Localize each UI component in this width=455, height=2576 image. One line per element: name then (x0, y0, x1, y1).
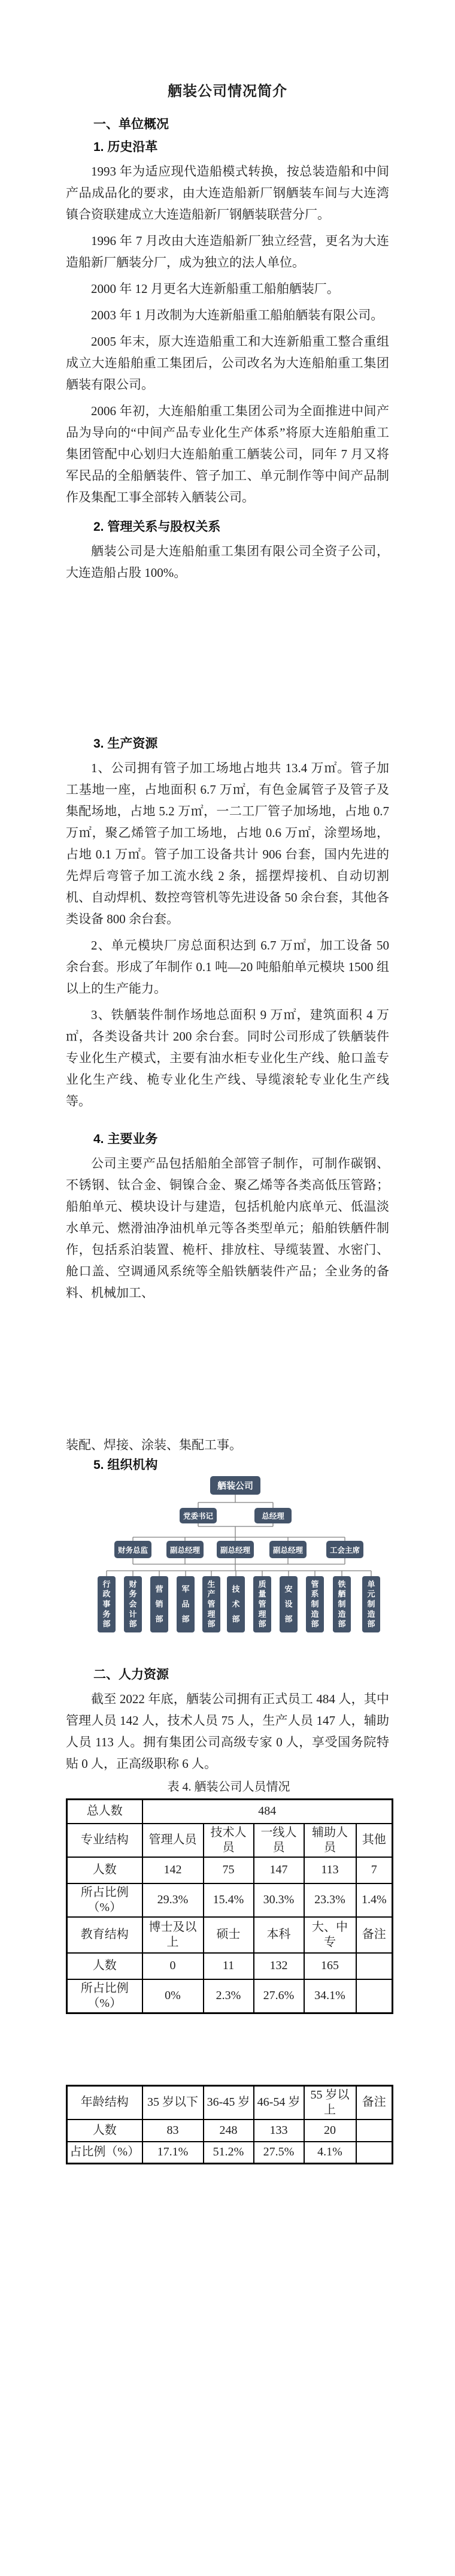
paragraph-history-6: 2006 年初，大连船舶重工集团公司为全面推进中间产品为导向的“中间产品专业化生产体系”将原大连船舶重工集团管配中心划归大连船舶重工舾装公司，同年 7 月又将军民品的全船舾装件、管子加工、单元制作等中间产品制作及集配工事全部转入舾装公司。 (66, 404, 389, 504)
table-cell: 备注 (356, 1917, 393, 1953)
table-row (67, 1857, 393, 1883)
paragraph-production-3: 3、铁舾装件制作场地总面积 9 万㎡，建筑面积 4 万㎡，各类设备共计 200 余台套。同时公司形成了铁舾装件专业化生产模式，主要有油水柜专业化生产线、舱口盖专业化生产线、桅专业化生产线、导缆滚轮专业化生产线等。 (66, 1008, 389, 1108)
table-cell: 大、中专 (304, 1917, 356, 1953)
table-cell: 11 (204, 1953, 254, 1979)
table-row (67, 1979, 393, 2013)
table-cell: 技术人员 (204, 1824, 254, 1857)
table-cell (356, 2142, 393, 2164)
org-box-party-secretary: 党委书记 (180, 1508, 217, 1523)
table-row (67, 2120, 393, 2142)
org-box-department: 铁 舾 制 造 部 (333, 1576, 351, 1632)
table-row (67, 1953, 393, 1979)
table-cell: 1.4% (356, 1883, 393, 1917)
org-box-department: 营 销 部 (150, 1576, 168, 1632)
table-cell: 147 (254, 1857, 304, 1883)
table-row (67, 1800, 393, 1824)
table-cell: 248 (204, 2120, 254, 2142)
table-cell: 硕士 (204, 1917, 254, 1953)
table-cell: 23.3% (304, 1883, 356, 1917)
table-cell: 总人数 (67, 1800, 142, 1824)
org-box-company-root: 舾装公司 (210, 1476, 260, 1495)
org-box-department: 单 元 制 造 部 (362, 1576, 380, 1632)
table-cell: 管理人员 (142, 1824, 204, 1857)
table-cell: 专业结构 (67, 1824, 142, 1857)
table-cell: 36-45 岁 (204, 2085, 254, 2120)
paragraph-hr-summary: 截至 2022 年底，舾装公司拥有正式员工 484 人，其中管理人员 142 人，技术人员 75 人，生产人员 147 人，辅助人员 113 人。拥有集团公司高级专家 0 人，享受国务院特贴 0 人，正高级职称 6 人。 (66, 1692, 389, 1771)
org-box-department: 军 品 部 (177, 1576, 195, 1632)
table-cell: 人数 (67, 2120, 142, 2142)
page-break-gap (66, 1304, 389, 1429)
table-cell: 484 (142, 1800, 393, 1824)
table-cell: 27.5% (254, 2142, 304, 2164)
table-cell: 0 (142, 1953, 204, 1979)
table-cell: 教育结构 (67, 1917, 142, 1953)
table-cell: 46-54 岁 (254, 2085, 304, 2120)
paragraph-history-1: 1993 年为适应现代造船模式转换，按总装造船和中间产品成品化的要求，由大连造船新厂钢舾装车间与大连湾镇合资联建成立大连造船新厂钢舾装联营分厂。 (66, 164, 389, 222)
section-heading-unit-overview: 一、单位概况 (93, 117, 169, 131)
subsection-heading-business: 4. 主要业务 (93, 1132, 158, 1146)
page-break-gap (66, 583, 389, 724)
table-cell: 113 (304, 1857, 356, 1883)
section-heading-human-resources: 二、人力资源 (93, 1668, 169, 1682)
org-chart (51, 1476, 422, 1650)
table-cell: 本科 (254, 1917, 304, 1953)
org-box-deputy-gm-2: 副总经理 (217, 1541, 254, 1558)
paragraph-production-2: 2、单元模块厂房总面积达到 6.7 万㎡，加工设备 50 余台套。形成了年制作 0.1 吨—20 吨船舶单元模块 1500 组以上的生产能力。 (66, 938, 389, 996)
table-cell: 83 (142, 2120, 204, 2142)
table-row (67, 1883, 393, 1917)
table-cell: 辅助人员 (304, 1824, 356, 1857)
org-box-department: 财 务 会 计 部 (124, 1576, 142, 1632)
table-cell: 27.6% (254, 1979, 304, 2013)
table-cell: 35 岁以下 (142, 2085, 204, 2120)
paragraph-management: 舾装公司是大连船舶重工集团有限公司全资子公司，大连造船占股 100%。 (66, 544, 389, 580)
table-cell: 7 (356, 1857, 393, 1883)
paragraph-business: 公司主要产品包括船舶全部管子制作，可制作碳钢、不锈钢、钛合金、铜镍合金、聚乙烯等各类高低压管路；船舶单元、模块设计与建造，包括机舱内底单元、低温淡水单元、燃滑油净油机单元等各类型单元；船舶铁舾件制作，包括系泊装置、桅杆、排放柱、导缆装置、水密门、舱口盖、空调通风系统等全船铁舾装件产品；全业务的备料、机械加工、 (66, 1156, 389, 1300)
table-cell: 一线人员 (254, 1824, 304, 1857)
table-cell: 165 (304, 1953, 356, 1979)
org-box-union-chairman: 工会主席 (326, 1541, 363, 1558)
paragraph-production-1: 1、公司拥有管子加工场地占地共 13.4 万㎡。管子加工基地一座，占地面积 6.7 万㎡，有色金属管子及管子及集配场地，占地 5.2 万㎡，一二工厂管子加场地，占地 0.7 万㎡，聚乙烯管子加工场地，占地 0.6 万㎡，涂塑场地，占地 0.1 万㎡。管子加工设备共计 906 台套，国内先进的先焊后弯管子加工流水线 2 条，摇摆焊接机、自动切割机、自动焊机、数控弯管机等先进设备 50 余台套，其他各类设备 800 余台套。 (66, 761, 389, 926)
subsection-heading-history: 1. 历史沿革 (93, 140, 158, 154)
table-cell: 15.4% (204, 1883, 254, 1917)
table-caption-personnel: 表 4. 舾装公司人员情况 (167, 1780, 290, 1794)
table-cell: 所占比例（%） (67, 1979, 142, 2013)
org-box-department: 技 术 部 (227, 1576, 245, 1632)
table-cell: 其他 (356, 1824, 393, 1857)
table-row (67, 1824, 393, 1857)
personnel-table (66, 1798, 393, 2014)
age-structure-table (66, 2085, 393, 2165)
org-box-general-manager: 总经理 (254, 1508, 292, 1523)
paragraph-business-continued: 装配、焊接、涂装、集配工事。 (66, 1438, 242, 1452)
table-cell: 17.1% (142, 2142, 204, 2164)
table-cell: 人数 (67, 1953, 142, 1979)
table-cell: 30.3% (254, 1883, 304, 1917)
org-box-finance-director: 财务总监 (114, 1541, 151, 1558)
org-box-department: 行 政 事 务 部 (98, 1576, 116, 1632)
table-row (67, 1917, 393, 1953)
paragraph-history-4: 2003 年 1 月改制为大连新船重工船舶舾装有限公司。 (91, 308, 384, 322)
table-cell: 占比例（%） (67, 2142, 142, 2164)
table-cell: 0% (142, 1979, 204, 2013)
table-cell: 55 岁以上 (304, 2085, 356, 2120)
table-cell: 人数 (67, 1857, 142, 1883)
table-cell: 75 (204, 1857, 254, 1883)
table-cell: 博士及以上 (142, 1917, 204, 1953)
table-cell: 142 (142, 1857, 204, 1883)
table-cell: 132 (254, 1953, 304, 1979)
org-box-department: 管 系 制 造 部 (306, 1576, 324, 1632)
org-box-department: 质 量 管 理 部 (253, 1576, 271, 1632)
subsection-heading-organization: 5. 组织机构 (93, 1458, 158, 1472)
org-box-deputy-gm-1: 副总经理 (166, 1541, 204, 1558)
page-title: 舾装公司情况简介 (168, 83, 287, 99)
paragraph-history-3: 2000 年 12 月更名大连新船重工船舶舾装厂。 (91, 282, 339, 296)
table-row (67, 2142, 393, 2164)
org-box-department: 安 设 部 (280, 1576, 298, 1632)
table-cell: 51.2% (204, 2142, 254, 2164)
table-cell: 4.1% (304, 2142, 356, 2164)
subsection-heading-production: 3. 生产资源 (93, 737, 158, 751)
table-cell: 年龄结构 (67, 2085, 142, 2120)
table-cell: 34.1% (304, 1979, 356, 2013)
paragraph-history-2: 1996 年 7 月改由大连造船新厂独立经营，更名为大连造船新厂舾装分厂，成为独立的法人单位。 (66, 234, 389, 270)
table-cell: 133 (254, 2120, 304, 2142)
org-box-deputy-gm-3: 副总经理 (269, 1541, 307, 1558)
subsection-heading-management: 2. 管理关系与股权关系 (93, 520, 221, 534)
table-cell: 所占比例（%） (67, 1883, 142, 1917)
table-cell: 29.3% (142, 1883, 204, 1917)
table-cell (356, 1979, 393, 2013)
table-cell: 20 (304, 2120, 356, 2142)
org-box-department: 生 产 管 理 部 (202, 1576, 220, 1632)
table-cell: 备注 (356, 2085, 393, 2120)
table-row (67, 2085, 393, 2120)
table-cell (356, 1953, 393, 1979)
paragraph-history-5: 2005 年末，原大连造船重工和大连新船重工整合重组成立大连船舶重工集团后，公司改名为大连船舶重工集团舾装有限公司。 (66, 334, 389, 392)
table-cell (356, 2120, 393, 2142)
table-cell: 2.3% (204, 1979, 254, 2013)
